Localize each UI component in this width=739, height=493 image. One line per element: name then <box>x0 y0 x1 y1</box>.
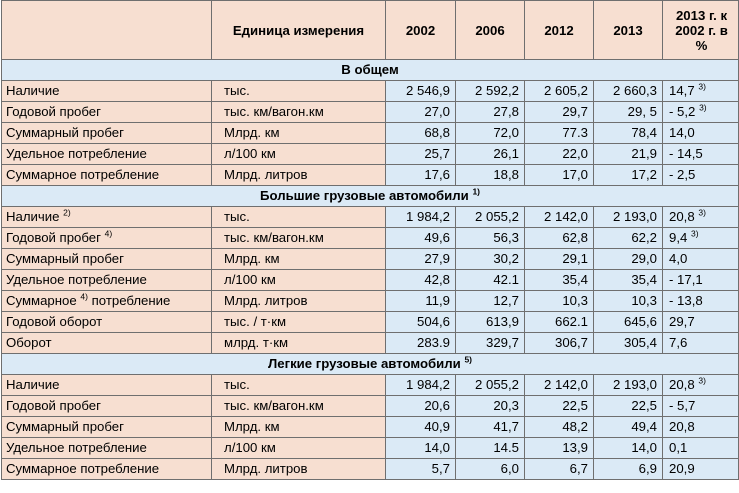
value-2002: 17,6 <box>386 165 456 186</box>
section-title-cell <box>2 186 739 207</box>
value-2006: 6,0 <box>456 459 525 480</box>
row-name: Суммарное потребление <box>6 167 160 182</box>
row-unit: млрд. т·км <box>212 333 386 354</box>
value-2006: 41,7 <box>456 417 525 438</box>
ratio-value: - 17,1 <box>669 272 703 287</box>
ratio-cell <box>663 396 739 417</box>
value-2013: 78,4 <box>594 123 663 144</box>
value-2012: 48,2 <box>525 417 594 438</box>
row-unit: тыс. <box>212 81 386 102</box>
value-2013: 14,0 <box>594 438 663 459</box>
row-name: Удельное потребление <box>6 440 147 455</box>
section-title-cell <box>2 354 739 375</box>
value-2013: 22,5 <box>594 396 663 417</box>
row-label <box>2 144 212 165</box>
row-label <box>2 249 212 270</box>
row-label <box>2 291 212 312</box>
value-2006: 56,3 <box>456 228 525 249</box>
value-2012: 62,8 <box>525 228 594 249</box>
section-header-row <box>2 60 739 81</box>
table-body <box>2 1 739 480</box>
row-label <box>2 312 212 333</box>
table-row <box>2 144 739 165</box>
ratio-value: 20,9 <box>669 461 695 476</box>
row-label <box>2 417 212 438</box>
value-2012: 35,4 <box>525 270 594 291</box>
ratio-value: - 14,5 <box>669 146 703 161</box>
row-name: Оборот <box>6 335 52 350</box>
row-unit: Млрд. км <box>212 123 386 144</box>
value-2006: 2 592,2 <box>456 81 525 102</box>
value-2006: 12,7 <box>456 291 525 312</box>
ratio-cell <box>663 144 739 165</box>
row-unit: л/100 км <box>212 144 386 165</box>
row-name-rest: потребление <box>87 293 171 308</box>
value-2006: 2 055,2 <box>456 375 525 396</box>
value-2002: 11,9 <box>386 291 456 312</box>
value-2002: 27,0 <box>386 102 456 123</box>
table-row <box>2 438 739 459</box>
header-ratio: 2013 г. к 2002 г. в % <box>663 1 739 60</box>
section-title: Большие грузовые автомобили <box>259 188 469 203</box>
ratio-cell <box>663 438 739 459</box>
ratio-value: - 13,8 <box>669 293 703 308</box>
table-row <box>2 417 739 438</box>
row-unit: л/100 км <box>212 438 386 459</box>
ratio-cell <box>663 375 739 396</box>
row-label <box>2 333 212 354</box>
table-row <box>2 375 739 396</box>
ratio-cell <box>663 417 739 438</box>
ratio-cell <box>663 249 739 270</box>
row-label <box>2 102 212 123</box>
value-2012: 17,0 <box>525 165 594 186</box>
ratio-footnote-mark: 3) <box>691 228 699 239</box>
row-label <box>2 207 212 228</box>
section-title: В общем <box>341 62 399 77</box>
value-2006: 20,3 <box>456 396 525 417</box>
value-2012: 13,9 <box>525 438 594 459</box>
section-title: Легкие грузовые автомобили <box>267 356 461 371</box>
table-row <box>2 165 739 186</box>
value-2002: 5,7 <box>386 459 456 480</box>
table-row <box>2 291 739 312</box>
value-2006: 2 055,2 <box>456 207 525 228</box>
row-unit: тыс. км/вагон.км <box>212 396 386 417</box>
value-2002: 504,6 <box>386 312 456 333</box>
row-label <box>2 375 212 396</box>
table-row <box>2 459 739 480</box>
value-2012: 306,7 <box>525 333 594 354</box>
value-2006: 30,2 <box>456 249 525 270</box>
value-2002: 20,6 <box>386 396 456 417</box>
row-name: Удельное потребление <box>6 146 147 161</box>
ratio-cell <box>663 123 739 144</box>
ratio-cell <box>663 165 739 186</box>
row-name: Наличие <box>6 209 60 224</box>
ratio-footnote-mark: 3) <box>699 102 707 113</box>
ratio-value: 9,4 <box>669 230 688 245</box>
section-footnote-mark: 1) <box>472 186 480 197</box>
value-2006: 14.5 <box>456 438 525 459</box>
value-2013: 62,2 <box>594 228 663 249</box>
row-label <box>2 270 212 291</box>
value-2012: 6,7 <box>525 459 594 480</box>
row-label <box>2 228 212 249</box>
section-title-cell <box>2 60 739 81</box>
row-label <box>2 81 212 102</box>
value-2013: 2 660,3 <box>594 81 663 102</box>
row-unit: тыс. / т·км <box>212 312 386 333</box>
value-2006: 18,8 <box>456 165 525 186</box>
value-2013: 49,4 <box>594 417 663 438</box>
row-unit: Млрд. литров <box>212 459 386 480</box>
value-2012: 22,0 <box>525 144 594 165</box>
ratio-cell <box>663 459 739 480</box>
ratio-cell <box>663 333 739 354</box>
ratio-cell <box>663 312 739 333</box>
value-2013: 35,4 <box>594 270 663 291</box>
ratio-cell <box>663 102 739 123</box>
row-name: Суммарное потребление <box>6 461 160 476</box>
value-2013: 2 193,0 <box>594 375 663 396</box>
row-unit: Млрд. литров <box>212 291 386 312</box>
row-name: Годовой пробег <box>6 230 101 245</box>
value-2002: 1 984,2 <box>386 207 456 228</box>
value-2002: 27,9 <box>386 249 456 270</box>
ratio-value: 20,8 <box>669 209 695 224</box>
table-row <box>2 270 739 291</box>
ratio-value: 14,7 <box>669 83 695 98</box>
value-2012: 2 142,0 <box>525 207 594 228</box>
value-2006: 329,7 <box>456 333 525 354</box>
value-2013: 29, 5 <box>594 102 663 123</box>
value-2006: 613,9 <box>456 312 525 333</box>
row-name: Наличие <box>6 377 60 392</box>
row-name: Годовой пробег <box>6 398 101 413</box>
row-label <box>2 165 212 186</box>
ratio-cell <box>663 228 739 249</box>
row-unit: Млрд. км <box>212 249 386 270</box>
row-unit: тыс. км/вагон.км <box>212 102 386 123</box>
value-2002: 2 546,9 <box>386 81 456 102</box>
row-name: Наличие <box>6 83 60 98</box>
value-2012: 77.3 <box>525 123 594 144</box>
value-2013: 21,9 <box>594 144 663 165</box>
table-row <box>2 81 739 102</box>
value-2002: 42,8 <box>386 270 456 291</box>
table-row <box>2 228 739 249</box>
table-row <box>2 312 739 333</box>
table-row <box>2 102 739 123</box>
value-2013: 305,4 <box>594 333 663 354</box>
row-name: Годовой пробег <box>6 104 101 119</box>
value-2012: 29,7 <box>525 102 594 123</box>
header-empty-cell <box>2 1 212 60</box>
header-year-2013: 2013 <box>594 1 663 60</box>
header-year-2002: 2002 <box>386 1 456 60</box>
table-row <box>2 207 739 228</box>
section-header-row <box>2 186 739 207</box>
ratio-value: 20,8 <box>669 377 695 392</box>
table-row <box>2 249 739 270</box>
header-year-2006: 2006 <box>456 1 525 60</box>
row-footnote-mark: 4) <box>80 291 88 302</box>
value-2013: 10,3 <box>594 291 663 312</box>
ratio-value: 4,0 <box>669 251 688 266</box>
row-name: Суммарное <box>6 293 77 308</box>
ratio-footnote-mark: 3) <box>698 81 706 92</box>
value-2013: 29,0 <box>594 249 663 270</box>
ratio-footnote-mark: 3) <box>698 375 706 386</box>
row-label <box>2 438 212 459</box>
value-2012: 2 142,0 <box>525 375 594 396</box>
ratio-value: 7,6 <box>669 335 688 350</box>
value-2002: 283.9 <box>386 333 456 354</box>
table-row <box>2 123 739 144</box>
row-name: Суммарный пробег <box>6 251 124 266</box>
row-footnote-mark: 4) <box>104 228 113 239</box>
value-2006: 42.1 <box>456 270 525 291</box>
value-2013: 645,6 <box>594 312 663 333</box>
value-2002: 25,7 <box>386 144 456 165</box>
section-header-row <box>2 354 739 375</box>
value-2006: 27,8 <box>456 102 525 123</box>
value-2006: 26,1 <box>456 144 525 165</box>
row-footnote-mark: 2) <box>63 207 71 218</box>
header-row <box>2 1 739 60</box>
row-name: Суммарный пробег <box>6 125 124 140</box>
row-unit: тыс. <box>212 207 386 228</box>
header-unit: Единица измерения <box>212 1 386 60</box>
ratio-cell <box>663 81 739 102</box>
value-2013: 17,2 <box>594 165 663 186</box>
ratio-cell <box>663 207 739 228</box>
ratio-value: 29,7 <box>669 314 695 329</box>
value-2012: 2 605,2 <box>525 81 594 102</box>
value-2012: 10,3 <box>525 291 594 312</box>
row-name: Удельное потребление <box>6 272 147 287</box>
row-label <box>2 396 212 417</box>
value-2002: 1 984,2 <box>386 375 456 396</box>
statistics-table <box>1 0 739 480</box>
value-2013: 6,9 <box>594 459 663 480</box>
table-row <box>2 396 739 417</box>
value-2013: 2 193,0 <box>594 207 663 228</box>
value-2012: 29,1 <box>525 249 594 270</box>
ratio-value: - 5,7 <box>669 398 696 413</box>
row-unit: Млрд. литров <box>212 165 386 186</box>
value-2002: 14,0 <box>386 438 456 459</box>
ratio-cell <box>663 291 739 312</box>
value-2012: 22,5 <box>525 396 594 417</box>
value-2002: 68,8 <box>386 123 456 144</box>
ratio-value: 14,0 <box>669 125 695 140</box>
row-name: Годовой оборот <box>6 314 103 329</box>
table-row <box>2 333 739 354</box>
row-unit: Млрд. км <box>212 417 386 438</box>
value-2006: 72,0 <box>456 123 525 144</box>
ratio-value: - 2,5 <box>669 167 696 182</box>
ratio-value: - 5,2 <box>669 104 696 119</box>
row-unit: тыс. <box>212 375 386 396</box>
row-unit: тыс. км/вагон.км <box>212 228 386 249</box>
header-year-2012: 2012 <box>525 1 594 60</box>
row-unit: л/100 км <box>212 270 386 291</box>
value-2012: 662.1 <box>525 312 594 333</box>
row-label <box>2 123 212 144</box>
value-2002: 49,6 <box>386 228 456 249</box>
ratio-cell <box>663 270 739 291</box>
value-2002: 40,9 <box>386 417 456 438</box>
row-label <box>2 459 212 480</box>
ratio-value: 0,1 <box>669 440 688 455</box>
ratio-footnote-mark: 3) <box>698 207 706 218</box>
row-name: Суммарный пробег <box>6 419 124 434</box>
ratio-value: 20,8 <box>669 419 695 434</box>
section-footnote-mark: 5) <box>464 354 472 365</box>
